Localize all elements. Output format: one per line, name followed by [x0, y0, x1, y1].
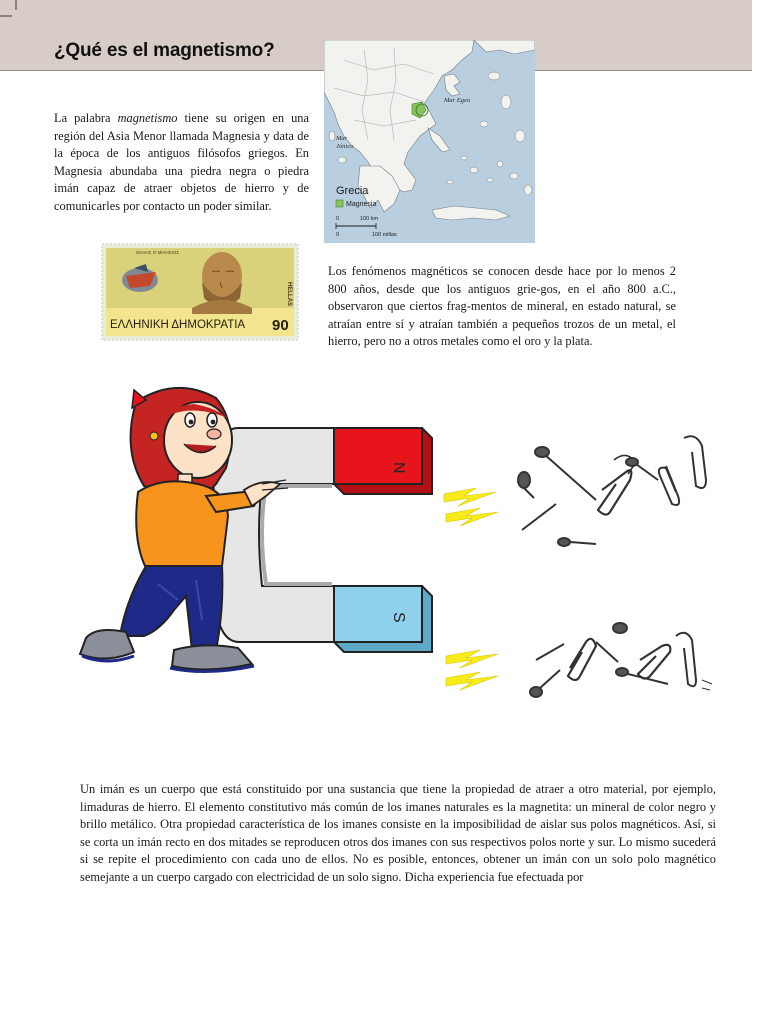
magnet-illustration — [66, 380, 726, 710]
body-paragraph: Un imán es un cuerpo que está constituido por una sustancia que tiene la propiedad de atraer a otro material, por ejemplo, limaduras de hierro. El elemento constitutivo más común de los imanes naturales es la magnetita: un mineral de color negro y brillo metálico. Otra propiedad característica de los imanes consiste en la imposibilidad de aislar sus polos magnéticos. Así, si se corta un imán recto en dos mitades se reproducen otros dos imanes con sus respectivos polos norte y sur. Lo mismo sucederá si se repite el procedimiento con cada uno de ellos. No es posible, entonces, obtener un imán con un solo polo magnético semejante a un cuerpo cargado con electricidad de un solo signo. Dicha experiencia fue efectuada por — [80, 782, 716, 884]
crop-mark — [0, 0, 24, 18]
scale-km-label: 100 km — [360, 216, 379, 222]
stamp-caption: ΘΑΛΗΣ Ο ΜΙΛΗΣΙΟΣ — [136, 250, 180, 255]
north-label: N — [390, 462, 407, 474]
intro-paragraph: La palabra magnetismo tiene su origen en una región del Asia Menor llamada Magnesia y data de la época de los antiguos filósofos griegos. En Magnesia abundaba una piedra negra o piedra imán capaz de atraer objetos de hierro y de comunicarles por contacto un poder similar. — [54, 111, 309, 213]
map-label-aegean: Mar Egeo — [444, 97, 471, 104]
north-pole — [334, 428, 432, 494]
history-paragraph: Los fenómenos magnéticos se conocen desde hace por lo menos 2 800 años, desde que los antiguos grie-gos, en el año 800 a.C., observaron que ciertos frag-mentos de mineral, en estado natural, se atraían entre sí y atraían también a pequeños trozos de un metal, el hierro, pero no a otros metales como el oro y la plata. — [328, 264, 676, 349]
stamp-side-label: HELLAS — [286, 282, 292, 306]
scale-zero-mi: 0 — [336, 232, 340, 238]
map-legend-magnesia: Magnesia — [346, 201, 377, 208]
magnet-body — [214, 428, 334, 642]
scale-zero-km: 0 — [336, 216, 340, 222]
upper-objects — [518, 436, 706, 546]
south-label: S — [390, 612, 407, 623]
map-title: Grecia — [336, 185, 369, 197]
legend-swatch-magnesia — [336, 200, 343, 207]
term-magnetismo: magnetismo — [117, 111, 178, 125]
page-title: ¿Qué es el magnetismo? — [54, 40, 275, 61]
lower-objects — [530, 623, 712, 697]
thales-stamp — [100, 242, 300, 342]
map-of-greece — [324, 40, 535, 243]
lightning-bolts — [444, 488, 498, 690]
south-pole — [334, 586, 432, 652]
stamp-country: ΕΛΛΗΝΙΚΗ ΔΗΜΟΚΡΑΤΙΑ — [110, 319, 246, 331]
map-label-ionian-1: Mar — [336, 135, 348, 142]
map-label-ionian-2: Jónico — [336, 143, 354, 150]
stamp-value: 90 — [272, 317, 289, 334]
scale-mi-label: 100 millas — [372, 232, 397, 238]
